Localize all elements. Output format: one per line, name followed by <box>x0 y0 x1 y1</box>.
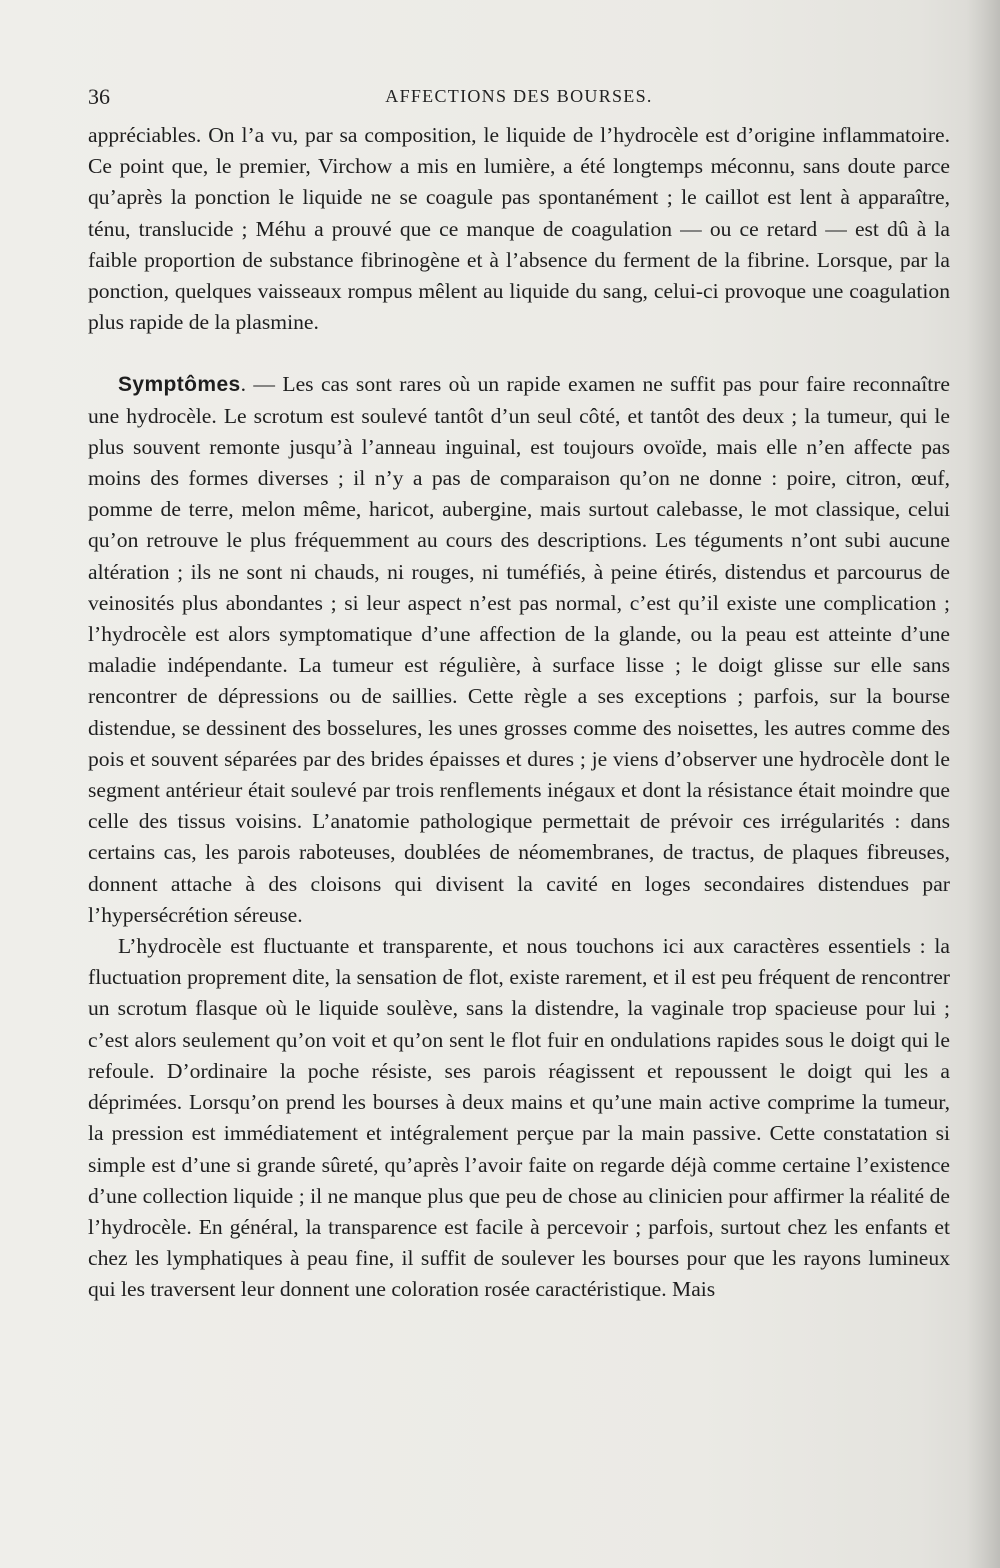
paragraph-symptomes <box>88 369 950 931</box>
running-header <box>88 84 950 114</box>
page-number: 36 <box>88 84 110 109</box>
paragraph-fluctuation: L’hydrocèle est fluctuante et transparente, et nous touchons ici aux caractères essentiels : la fluctuation proprement dite, la sensation de flot, existe rarement, et il est peu fréquent de rencontrer un scrotum flasque où le liquide soulève, sans la distendre, la vaginale trop spacieuse pour lui ; c’est alors seulement qu’on voit et qu’on sent le flot fuir en ondulations rapides sous le doigt qui le refoule. D’ordinaire la poche résiste, ses parois réagissent et repoussent le doigt qui les a déprimées. Lorsqu’on prend les bourses à deux mains et qu’une main active comprime la tumeur, la pression est immédiatement et intégralement perçue par la main passive. Cette constatation si simple est d’une si grande sûreté, qu’après l’avoir faite on regarde déjà comme certaine l’existence d’une collection liquide ; il ne manque plus que peu de chose au clinicien pour affirmer la réalité de l’hydrocèle. En général, la transparence est facile à percevoir ; parfois, surtout chez les enfants et chez les lymphatiques à peau fine, il suffit de soulever les bourses pour que les rayons lumineux qui les traversent leur donnent une coloration rosée caractéristique. Mais <box>88 934 950 1302</box>
paragraph-intro: appréciables. On l’a vu, par sa composition, le liquide de l’hydrocèle est d’origine inflammatoire. Ce point que, le premier, Virchow a mis en lumière, a été longtemps méconnu, sans doute parce qu’après la ponction le liquide ne se coagule pas spontanément ; le caillot est lent à apparaître, ténu, translucide ; Méhu a prouvé que ce manque de coagulation — ou ce retard — est dû à la faible proportion de substance fibrinogène et à l’absence du ferment de la fibrine. Lorsque, par la ponction, quelques vaisseaux rompus mêlent au liquide du sang, celui-ci provoque une coagulation plus rapide de la plasmine. <box>88 123 950 335</box>
section-heading-dash: . — <box>240 372 283 397</box>
running-title: AFFECTIONS DES BOURSES. <box>385 86 653 106</box>
main-text <box>88 120 950 1306</box>
section-heading-symptomes: Symptômes <box>118 373 241 397</box>
paragraph-symptomes-text: Les cas sont rares où un rapide examen ne suffit pas pour faire reconnaître une hydrocèle. Le scrotum est soulevé tantôt d’un seul côté, et tantôt des deux ; la tumeur, qui le plus souvent remonte jusqu’à l’anneau inguinal, est toujours ovoïde, mais elle n’en affecte pas moins des formes diverses ; il n’y a pas de comparaison qu’on ne donne : poire, citron, œuf, pomme de terre, melon même, haricot, aubergine, mais surtout calebasse, le mot classique, celui qu’on retrouve le plus fréquemment au cours des descriptions. Les téguments n’ont subi aucune altération ; ils ne sont ni chauds, ni rouges, ni tuméfiés, à peine étirés, distendus et parcourus de veinosités plus abondantes ; si leur aspect n’est pas normal, c’est qu’il existe une complication ; l’hydrocèle est alors symptomatique d’une affection de la glande, ou la peau est atteinte d’une maladie indépendante. La tumeur est régulière, à surface lisse ; le doigt glisse sur elle sans rencontrer de dépressions ou de saillies. Cette règle a ses exceptions ; parfois, sur la bourse distendue, se dessinent des bosselures, les unes grosses comme des noisettes, les autres comme des pois et souvent séparées par des brides épaisses et dures ; je viens d’observer une hydrocèle dont le segment antérieur était soulevé par trois renflements inégaux et dont la résistance était moindre que celle des tissus voisins. L’anatomie pathologique permettait de prévoir ces irrégularités : dans certains cas, les parois raboteuses, doublées de néomembranes, de tractus, de plaques fibreuses, donnent attache à des cloisons qui divisent la cavité en loges secondaires distendues par l’hypersécrétion séreuse. <box>88 372 950 927</box>
page-edge-shadow <box>966 0 1000 1568</box>
